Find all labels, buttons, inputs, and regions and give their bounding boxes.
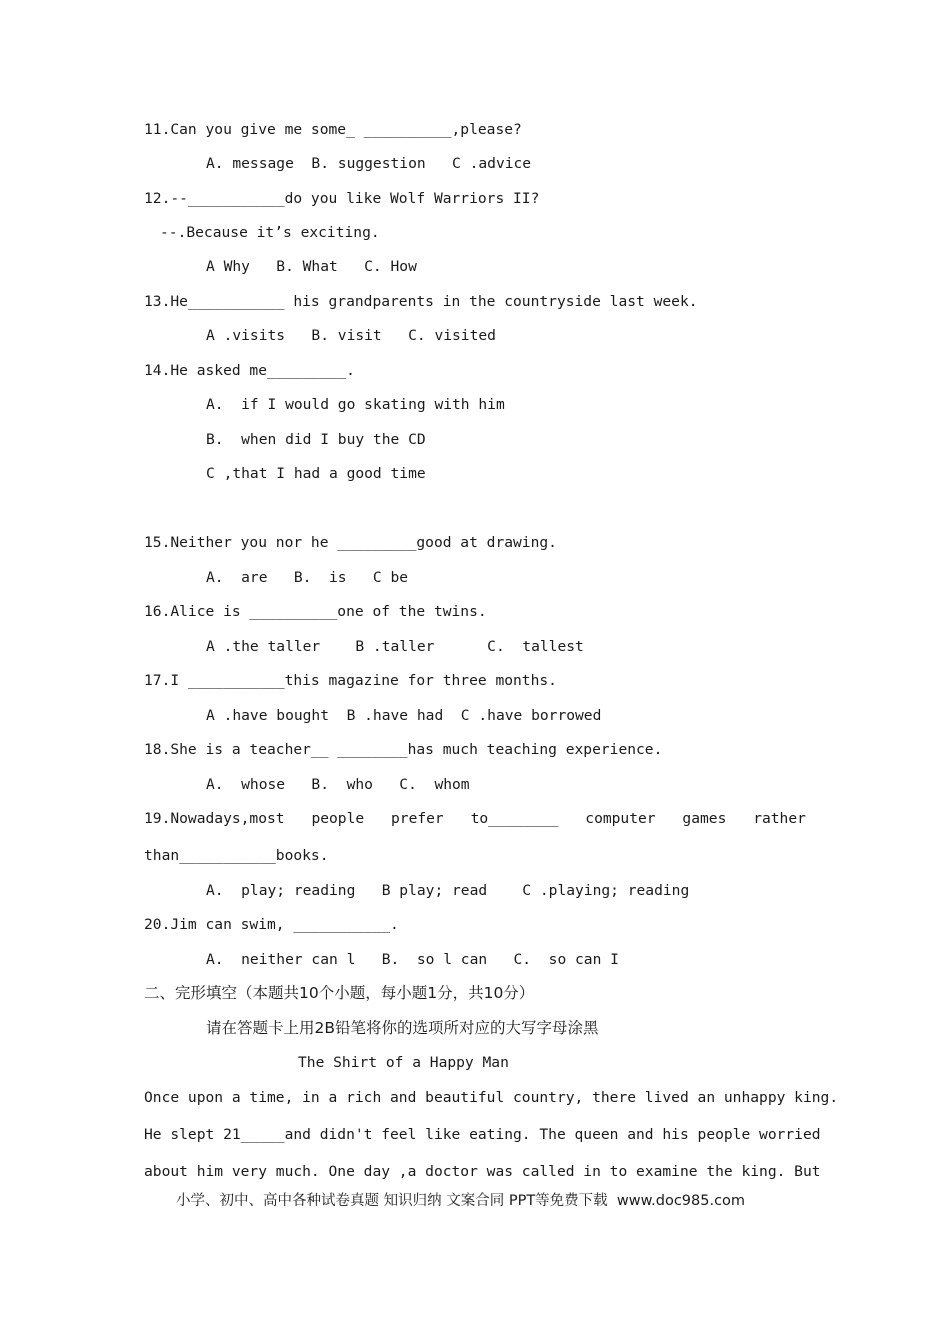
q19-word: 19.Nowadays,most xyxy=(144,810,285,827)
q19-word: to________ xyxy=(470,810,559,827)
question-12-reply: --.Because it’s exciting. xyxy=(160,224,380,241)
question-15-stem: 15.Neither you nor he _________good at drawing. xyxy=(144,534,557,551)
page-footer: 小学、初中、高中各种试卷真题 知识归纳 文案合同 PPT等免费下载 www.doc985.com xyxy=(176,1193,746,1209)
passage-title: The Shirt of a Happy Man xyxy=(298,1054,509,1071)
question-16-options: A .the taller B .taller C. tallest xyxy=(206,638,584,655)
question-20-stem: 20.Jim can swim, ___________. xyxy=(144,916,399,933)
question-13-options: A .visits B. visit C. visited xyxy=(206,327,496,344)
q19-word: people xyxy=(311,810,365,827)
question-17-stem: 17.I ___________this magazine for three months. xyxy=(144,672,557,689)
question-19-stem-continued: than___________books. xyxy=(144,847,329,864)
q19-word: computer xyxy=(585,810,656,827)
passage-line-2: He slept 21_____and didn't feel like eating. The queen and his people worried xyxy=(144,1126,821,1143)
q19-word: prefer xyxy=(391,810,444,827)
q19-word: games xyxy=(682,810,727,827)
section-2-instruction: 请在答题卡上用2B铅笔将你的选项所对应的大写字母涂黑 xyxy=(206,1019,599,1037)
question-19-options: A. play; reading B play; read C .playing; reading xyxy=(206,882,690,899)
question-14-option-b: B. when did I buy the CD xyxy=(206,431,426,448)
question-15-options: A. are B. is C be xyxy=(206,569,409,586)
q19-word: rather xyxy=(753,810,806,827)
question-19-stem xyxy=(144,809,806,829)
question-18-stem: 18.She is a teacher__ ________has much teaching experience. xyxy=(144,741,663,758)
passage-line-1: Once upon a time, in a rich and beautiful country, there lived an unhappy king. xyxy=(144,1089,839,1106)
passage-line-3: about him very much. One day ,a doctor was called in to examine the king. But xyxy=(144,1163,821,1180)
question-17-options: A .have bought B .have had C .have borrowed xyxy=(206,707,602,724)
question-12-stem: 12.--___________do you like Wolf Warriors II? xyxy=(144,190,540,207)
question-13-stem: 13.He___________ his grandparents in the countryside last week. xyxy=(144,293,698,310)
question-14-stem: 14.He asked me_________. xyxy=(144,362,355,379)
question-16-stem: 16.Alice is __________one of the twins. xyxy=(144,603,487,620)
question-11-stem: 11.Can you give me some_ __________,please? xyxy=(144,121,522,138)
question-14-option-c: C ,that I had a good time xyxy=(206,465,426,482)
question-18-options: A. whose B. who C. whom xyxy=(206,776,470,793)
question-14-option-a: A. if I would go skating with him xyxy=(206,396,505,413)
question-12-options: A Why B. What C. How xyxy=(206,258,417,275)
question-11-options: A. message B. suggestion C .advice xyxy=(206,155,532,172)
section-2-heading: 二、完形填空（本题共10个小题，每小题1分，共10分） xyxy=(144,984,535,1002)
question-20-options: A. neither can l B. so l can C. so can I xyxy=(206,951,619,968)
